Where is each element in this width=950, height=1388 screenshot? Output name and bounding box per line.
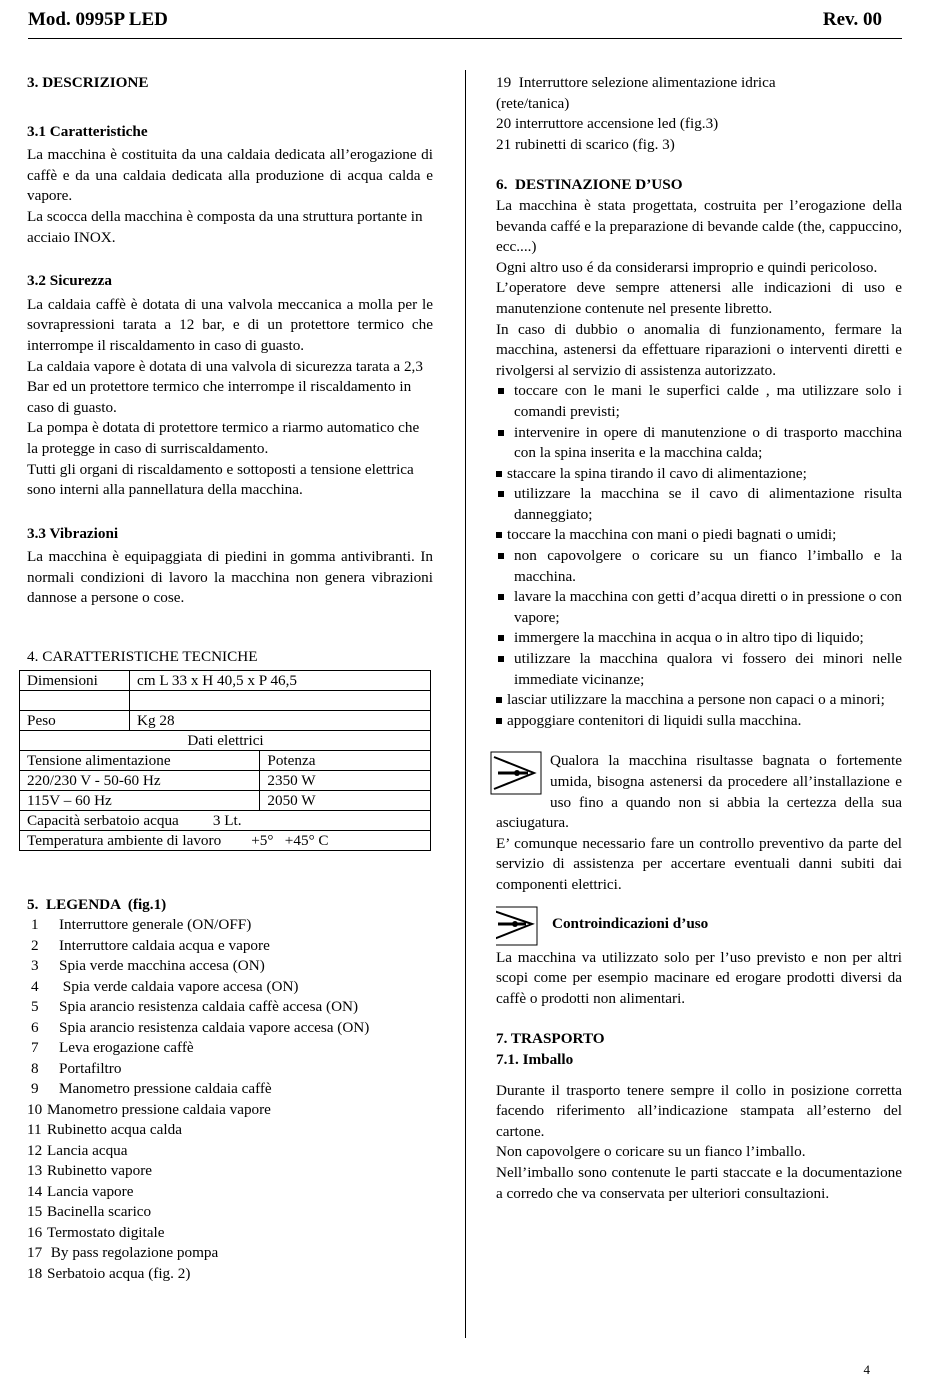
list-item <box>496 587 902 628</box>
legend-item-text: Manometro pressione caldaia caffè <box>59 1080 272 1098</box>
section-6-paragraph-2: Ogni altro uso é da considerarsi improprio e quindi pericoloso. <box>496 258 878 276</box>
legend-item-number: 11 <box>27 1121 42 1139</box>
temperature-label: Temperatura ambiente di lavoro <box>27 831 222 849</box>
legend-item-text: Rubinetto acqua calda <box>47 1121 182 1139</box>
bullet-square-icon <box>498 553 504 559</box>
legend-item-text: Rubinetto vapore <box>47 1162 153 1180</box>
legend-item <box>27 1161 433 1182</box>
legend-item-number: 18 <box>27 1264 43 1282</box>
legend-item-text: Spia verde macchina accesa (ON) <box>59 957 265 975</box>
legend-item <box>27 1182 433 1203</box>
legend-item-number: 14 <box>27 1182 43 1200</box>
section-3-2-paragraph-2: La caldaia vapore è dotata di una valvola di sicurezza tarata a 2,3 Bar ed un protettore termico che interrompe il riscaldamento in caso di guasto. <box>27 357 423 416</box>
list-item-text: lavare la macchina con getti d’acqua diretti o in pressione o con vapore; <box>514 588 902 626</box>
legend-item <box>27 1120 433 1141</box>
temperature-value: +5° +45° C <box>251 831 329 849</box>
section-3-1-paragraph-1: La macchina è costituita da una caldaia dedicata all’erogazione di caffè e da una caldaia dedicata alla produzione di acqua calda e vapore. <box>27 146 433 205</box>
section-7-1-paragraph-2: Non capovolgere o coricare su un fianco l’imballo. <box>496 1143 806 1161</box>
legend-item-text: Leva erogazione caffè <box>59 1039 194 1057</box>
list-item <box>496 525 902 546</box>
legend-item <box>27 1141 433 1162</box>
bullet-square-icon <box>496 471 502 477</box>
section-6-title: 6. DESTINAZIONE D’USO <box>496 176 683 194</box>
list-item <box>496 464 902 485</box>
legend-item-text: Lancia vapore <box>47 1182 134 1200</box>
list-item-text: staccare la spina tirando il cavo di alimentazione; <box>507 464 807 482</box>
legend-item-number: 1 <box>31 916 39 934</box>
legend-item-number: 15 <box>27 1203 43 1221</box>
legend-item-text: Spia arancio resistenza caldaia vapore accesa (ON) <box>59 1018 370 1036</box>
bullet-square-icon <box>498 594 504 600</box>
bullet-square-icon <box>498 656 504 662</box>
section-7-1-title: 7.1. Imballo <box>496 1050 574 1068</box>
revision-label: Rev. 00 <box>822 9 882 30</box>
legend-item-number: 4 <box>31 977 39 995</box>
list-item <box>496 711 902 732</box>
weight-label: Peso <box>20 710 130 730</box>
section-3-2-paragraph-4: Tutti gli organi di riscaldamento e sottoposti a tensione elettrica sono interni alla pannellatura della macchina. <box>27 460 414 499</box>
section-4-title: 4. CARATTERISTICHE TECNICHE <box>27 648 258 666</box>
section-6-paragraph-1: La macchina è stata progettata, costruita per l’erogazione della bevanda caffé e la preparazione di bevande calde (the, cappuccino, ecc....) <box>496 196 902 256</box>
section-6-paragraph-3: L’operatore deve sempre attenersi alle indicazioni di uso e manutenzione contenute nel presente libretto. <box>496 279 902 317</box>
legend-item <box>27 1264 433 1285</box>
legend-item-number: 10 <box>27 1100 43 1118</box>
dimensions-value: cm L 33 x H 40,5 x P 46,5 <box>130 670 431 690</box>
list-item-text: lasciar utilizzare la macchina a persone non capaci o a minori; <box>507 691 885 709</box>
list-item-text: intervenire in opere di manutenzione o di trasporto macchina con la spina inserita e la macchina calda; <box>514 423 902 462</box>
legend-item-text: Portafiltro <box>59 1059 122 1077</box>
section-6-paragraph-4: In caso di dubbio o anomalia di funzionamento, fermare la macchina, astenersi da effettuare riparazioni o interventi diretti e rivolgersi al servizio di assistenza autorizzato. <box>496 320 902 379</box>
legend-item-text: Spia verde caldaia vapore accesa (ON) <box>59 977 299 995</box>
legend-item <box>27 1018 433 1039</box>
section-3-3-paragraph: La macchina è equipaggiata di piedini in gomma antivibranti. In normali condizioni di lavoro la macchina non genera vibrazioni dannose a persone o cose. <box>27 548 433 607</box>
warning-hand-icon <box>496 906 538 946</box>
table-row <box>20 810 431 830</box>
section-5-title: 5. LEGENDA (fig.1) <box>27 895 167 913</box>
legend-item-text: Termostato digitale <box>47 1223 165 1241</box>
list-item <box>496 381 902 422</box>
legend-item <box>27 1202 433 1223</box>
legend-list <box>27 915 433 1284</box>
legend-item-20: 20 interruttore accensione led (fig.3) <box>496 115 719 133</box>
list-item <box>496 690 902 711</box>
table-row <box>20 710 431 730</box>
legend-item-number: 12 <box>27 1141 43 1159</box>
contraindications-title: Controindicazioni d’uso <box>552 914 709 932</box>
list-item <box>496 649 902 690</box>
legend-item-19: 19 Interruttore selezione alimentazione idrica <box>496 74 776 91</box>
legend-item-text: Manometro pressione caldaia vapore <box>47 1100 271 1118</box>
list-item-text: utilizzare la macchina se il cavo di alimentazione risulta danneggiato; <box>514 485 902 523</box>
legend-item <box>27 1223 433 1244</box>
legend-item-number: 3 <box>31 957 39 975</box>
voltage-value-1: 220/230 V - 50-60 Hz <box>20 770 260 790</box>
power-value-2: 2050 W <box>260 790 431 810</box>
list-item <box>496 484 902 525</box>
empty-cell <box>130 690 431 710</box>
tank-capacity-row <box>20 810 431 830</box>
voltage-value-2: 115V – 60 Hz <box>20 790 260 810</box>
model-label: Mod. 0995P LED <box>28 9 168 30</box>
legend-item-number: 5 <box>31 998 39 1016</box>
column-divider <box>465 70 466 1338</box>
section-7-1-paragraph-3: Nell’imballo sono contenute le parti staccate e la documentazione a corredo che va conservata per ulteriori consultazioni. <box>496 1163 902 1202</box>
left-column <box>27 73 433 1284</box>
list-item-text: utilizzare la macchina qualora vi fossero dei minori nelle immediate vicinanze; <box>514 650 902 688</box>
operator-prohibitions-list <box>496 381 902 731</box>
legend-item-number: 8 <box>31 1059 39 1077</box>
bullet-square-icon <box>498 635 504 641</box>
page-number: 4 <box>863 1362 870 1377</box>
table-row <box>20 790 431 810</box>
legend-item-text: Lancia acqua <box>47 1141 128 1159</box>
bullet-square-icon <box>496 697 502 703</box>
legend-item-text: Bacinella scarico <box>47 1203 152 1221</box>
legend-item-21: 21 rubinetti di scarico (fig. 3) <box>496 135 675 153</box>
section-3-2-paragraph-3: La pompa è dotata di protettore termico a riarmo automatico che la protegge in caso di surriscaldamento. <box>27 419 420 457</box>
legend-item-number: 6 <box>31 1018 39 1036</box>
legend-item <box>27 1059 433 1080</box>
section-3-2-title: 3.2 Sicurezza <box>27 272 112 290</box>
section-7-1-paragraph-1: Durante il trasporto tenere sempre il collo in posizione corretta facendo riferimento all’indicazione stampata all’esterno del cartone. <box>496 1081 902 1140</box>
legend-item <box>27 936 433 957</box>
voltage-header: Tensione alimentazione <box>20 750 260 770</box>
page-header <box>28 10 902 39</box>
table-row <box>20 750 431 770</box>
list-item-text: toccare la macchina con mani o piedi bagnati o umidi; <box>507 526 837 544</box>
legend-item <box>27 915 433 936</box>
legend-item-19-cont: (rete/tanica) <box>496 94 570 112</box>
legend-item <box>27 1100 433 1121</box>
list-item-text: appoggiare contenitori di liquidi sulla macchina. <box>507 711 802 729</box>
list-item-text: toccare con le mani le superfici calde , ma utilizzare solo i comandi previsti; <box>514 382 902 420</box>
legend-item <box>27 1079 433 1100</box>
right-column <box>496 73 902 1204</box>
legend-item <box>27 956 433 977</box>
power-value-1: 2350 W <box>260 770 431 790</box>
wet-machine-warning <box>496 751 902 895</box>
table-row <box>20 730 431 750</box>
wet-machine-paragraph-1: Qualora la macchina risultasse bagnata o fortemente umida, bisogna astenersi da procedere all’installazione e uso fino a quando non si abbia la certezza della sua asciugatura. <box>496 752 902 832</box>
legend-item <box>27 1038 433 1059</box>
weight-value: Kg 28 <box>130 710 431 730</box>
legend-item-text: Interruttore caldaia acqua e vapore <box>59 936 270 954</box>
bullet-square-icon <box>496 718 502 724</box>
legend-item-text: Serbatoio acqua (fig. 2) <box>47 1264 191 1282</box>
wet-machine-paragraph-2: E’ comunque necessario fare un controllo preventivo da parte del servizio di assistenza per accertare eventuali danni subiti dai componenti elettrici. <box>496 834 902 893</box>
section-3-1-paragraph-2: La scocca della macchina è composta da una struttura portante in acciaio INOX. <box>27 207 423 246</box>
empty-cell <box>20 690 130 710</box>
list-item-text: non capovolgere o coricare su un fianco l’imballo e la macchina. <box>514 547 902 585</box>
power-header: Potenza <box>260 750 431 770</box>
table-row <box>20 690 431 710</box>
list-item-text: immergere la macchina in acqua o in altro tipo di liquido; <box>514 629 864 647</box>
legend-item-number: 17 <box>27 1244 43 1262</box>
bullet-square-icon <box>498 491 504 497</box>
contraindications-paragraph: La macchina va utilizzato solo per l’uso previsto e non per altri scopi come per esempio macinare ed erogare prodotti diversi da caffè o prodotti non alimentari. <box>496 948 902 1007</box>
legend-item <box>27 997 433 1018</box>
dimensions-label: Dimensioni <box>20 670 130 690</box>
tank-capacity-label: Capacità serbatoio acqua <box>27 811 179 829</box>
tank-capacity-value: 3 Lt. <box>212 811 242 829</box>
section-3-title: 3. DESCRIZIONE <box>27 74 149 91</box>
specs-table <box>19 670 431 851</box>
legend-item-text: By pass regolazione pompa <box>47 1244 219 1262</box>
legend-item-number: 7 <box>31 1039 39 1057</box>
warning-hand-icon <box>490 751 542 795</box>
table-row <box>20 670 431 690</box>
legend-item-number: 16 <box>27 1223 43 1241</box>
legend-item-number: 9 <box>31 1080 39 1098</box>
list-item <box>496 423 902 464</box>
legend-item-text: Interruttore generale (ON/OFF) <box>59 916 252 934</box>
table-row <box>20 770 431 790</box>
electrical-data-header: Dati elettrici <box>20 730 431 750</box>
legend-item-number: 13 <box>27 1162 43 1180</box>
contraindications-block <box>496 906 902 946</box>
bullet-square-icon <box>498 388 504 394</box>
section-3-3-title: 3.3 Vibrazioni <box>27 524 119 542</box>
bullet-square-icon <box>498 430 504 436</box>
table-row <box>20 830 431 850</box>
section-7-title: 7. TRASPORTO <box>496 1030 605 1048</box>
list-item <box>496 628 902 649</box>
legend-item <box>27 1243 433 1264</box>
list-item <box>496 546 902 587</box>
legend-item <box>27 977 433 998</box>
legend-item-text: Spia arancio resistenza caldaia caffè accesa (ON) <box>59 998 359 1016</box>
temperature-row <box>20 830 431 850</box>
legend-item-number: 2 <box>31 936 39 954</box>
bullet-square-icon <box>496 532 502 538</box>
section-3-1-title: 3.1 Caratteristiche <box>27 122 148 140</box>
section-3-2-paragraph-1: La caldaia caffè è dotata di una valvola meccanica a molla per le sovrapressioni tarata a 12 bar, e di un protettore termico che interrompe il riscaldamento in caso di guasto. <box>27 295 433 354</box>
